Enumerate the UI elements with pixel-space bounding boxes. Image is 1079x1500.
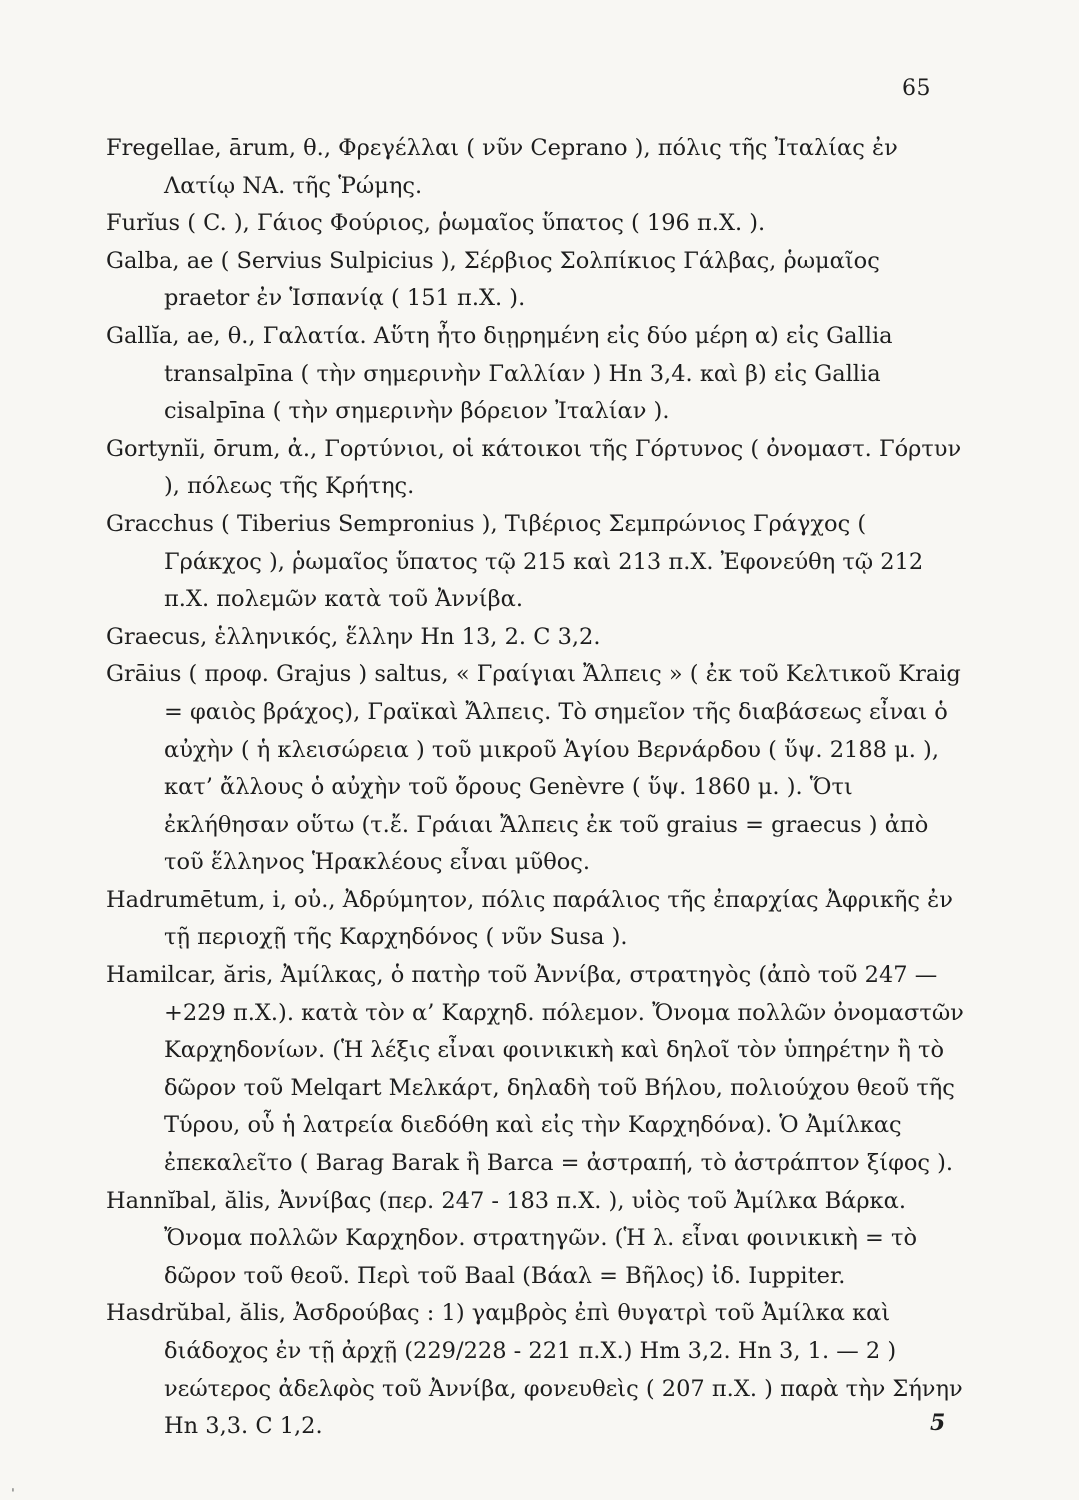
entry-graecus: Graecus, ἑλληνικός, ἕλλην Hn 13, 2. C 3,2.	[106, 623, 601, 650]
entry-hamilcar: Hamilcar, ăris, Ἀμίλκας, ὁ πατὴρ τοῦ Ἀννίβα, στρατηγὸς (ἀπὸ τοῦ 247 —+229 π.Χ.). κατὰ τὸν α’ Καρχηδ. πόλεμον. Ὄνομα πολλῶν ὀνομαστῶν Καρχηδονίων. (Ἡ λέξις εἶναι φοινικικὴ καὶ δηλοῖ τὸν ὑπηρέτην ἢ τὸ δῶρον τοῦ Melqart Μελκάρτ, δηλαδὴ τοῦ Βήλου, πολιούχου θεοῦ τῆς Τύρου, οὗ ἡ λατρεία διεδόθη καὶ εἰς τὴν Καρχηδόνα). Ὁ Ἀμίλκας ἐπεκαλεῖτο ( Barag Barak ἢ Barca = ἀστραπή, τὸ ἀστράπτον ξίφος ).	[106, 962, 964, 1177]
entry-fregellae: Fregellae, ārum, θ., Φρεγέλλαι ( νῦν Ceprano ), πόλις τῆς Ἰταλίας ἐν Λατίῳ ΝΑ. τῆς Ῥώμης.	[106, 135, 898, 199]
entry-hasdrubal: Hasdrŭbal, ălis, Ἀσδρούβας : 1) γαμβρὸς ἐπὶ θυγατρὶ τοῦ Ἀμίλκα καὶ διάδοχος ἐν τῇ ἀρχῇ (229/228 - 221 π.Χ.) Hm 3,2. Hn 3, 1. — 2 ) νεώτερος ἀδελφὸς τοῦ Ἀννίβα, φονευθεὶς ( 207 π.Χ. ) παρὰ τὴν Σήνην Hn 3,3. C 1,2.	[106, 1300, 963, 1440]
entry-gallia: Gallĭa, ae, θ., Γαλατία. Αὕτη ἦτο διῃρημένη εἰς δύο μέρη α) εἰς Gallia transalpīna ( τὴν σημερινὴν Γαλλίαν ) Hn 3,4. καὶ β) εἰς Gallia cisalpīna ( τὴν σημερινὴν βόρειον Ἰταλίαν ).	[106, 322, 893, 425]
dictionary-entries	[106, 130, 966, 1446]
page-number: 65	[902, 76, 931, 101]
entry-hadrumetum: Hadrumētum, i, οὐ., Ἀδρύμητον, πόλις παράλιος τῆς ἐπαρχίας Ἀφρικῆς ἐν τῇ περιοχῇ τῆς Καρχηδόνος ( νῦν Susa ).	[106, 886, 953, 951]
entry-furius: Furĭus ( C. ), Γάιος Φούριος, ῥωμαῖος ὕπατος ( 196 π.Χ. ).	[106, 210, 766, 237]
entry-graius: Grāius ( προφ. Grajus ) saltus, « Γραίγιαι Ἄλπεις » ( ἐκ τοῦ Κελτικοῦ Kraig = φαιὸς βράχος), Γραϊκαὶ Ἄλπεις. Τὸ σημεῖον τῆς διαβάσεως εἶναι ὁ αὐχὴν ( ἡ κλεισώρεια ) τοῦ μικροῦ Ἁγίου Βερνάρδου ( ὕψ. 2188 μ. ), κατ’ ἄλλους ὁ αὐχὴν τοῦ ὄρους Genèvre ( ὕψ. 1860 μ. ). Ὅτι ἐκλήθησαν οὕτω (τ.ἔ. Γράιαι Ἄλπεις ἐκ τοῦ graius = graecus ) ἀπὸ τοῦ ἕλληνος Ἡρακλέους εἶναι μῦθος.	[106, 661, 961, 876]
signature-mark: 5	[930, 1410, 946, 1436]
entry-gortynii: Gortynĭi, ōrum, ἀ., Γορτύνιοι, οἱ κάτοικοι τῆς Γόρτυνος ( ὀνομαστ. Γόρτυν ), πόλεως τῆς Κρήτης.	[106, 435, 962, 500]
entry-galba: Galba, ae ( Servius Sulpicius ), Σέρβιος Σολπίκιος Γάλβας, ῥωμαῖος praetor ἐν Ἱσπανίᾳ ( 151 π.Χ. ).	[106, 247, 880, 312]
entry-hannibal: Hannĭbal, ălis, Ἀννίβας (περ. 247 - 183 π.Χ. ), υἱὸς τοῦ Ἀμίλκα Βάρκα. Ὄνομα πολλῶν Καρχηδον. στρατηγῶν. (Ἡ λ. εἶναι φοινικικὴ = τὸ δῶρον τοῦ θεοῦ. Περὶ τοῦ Baal (Βάαλ = Βῆλος) ἰδ. Iuppiter.	[106, 1187, 918, 1289]
margin-mark: ˌ	[11, 1478, 15, 1494]
entry-gracchus: Gracchus ( Tiberius Sempronius ), Τιβέριος Σεμπρώνιος Γράγχος ( Γράκχος ), ῥωμαῖος ὕπατος τῷ 215 καὶ 213 π.Χ. Ἐφονεύθη τῷ 212 π.Χ. πολεμῶν κατὰ τοῦ Ἀννίβα.	[106, 510, 924, 613]
